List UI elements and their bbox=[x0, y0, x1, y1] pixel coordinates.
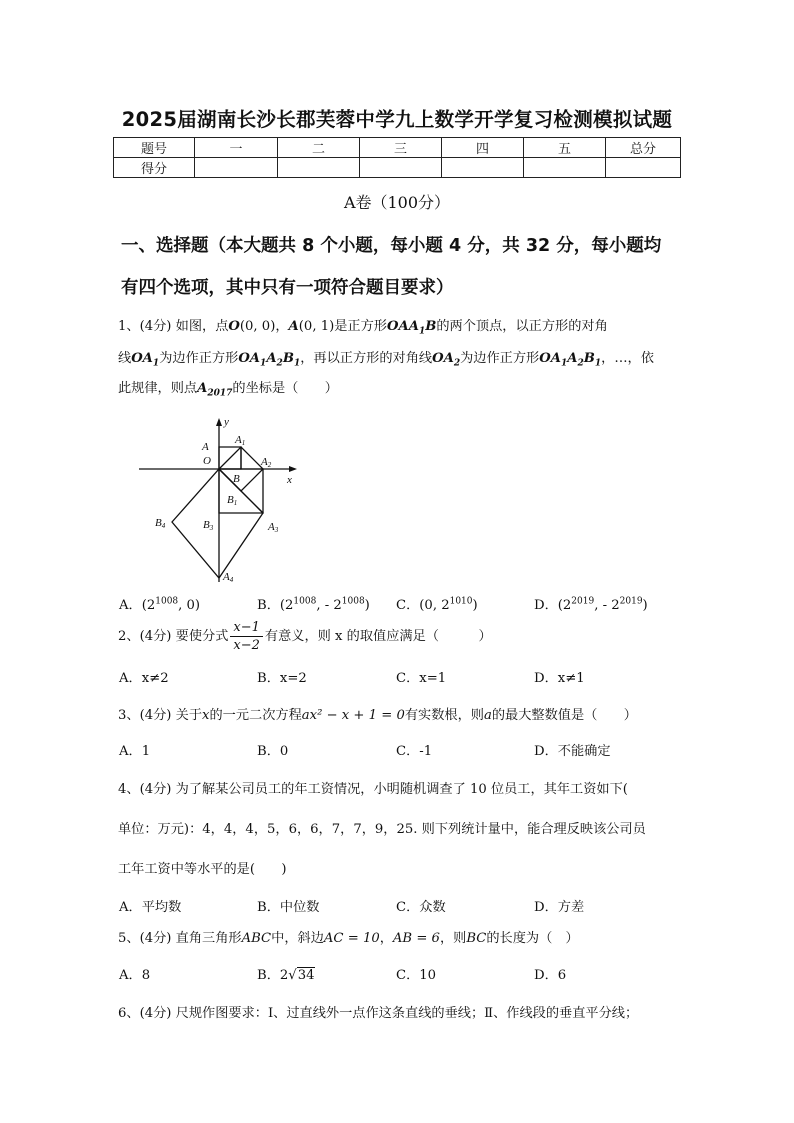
q4-line3: 工年工资中等水平的是( ) bbox=[118, 862, 287, 877]
q1-option-b[interactable]: B．($2^{1008}$, - $2^{1008}$) bbox=[257, 596, 370, 613]
q3-var-x: x bbox=[202, 708, 210, 723]
q3-var-a: a bbox=[484, 708, 492, 723]
q4-text: 为了解某公司员工的年工资情况，小明随机调查了 10 位员工，其年工资如下( bbox=[175, 782, 628, 797]
q1-option-c[interactable]: C．(0, $2^{1010}$) bbox=[396, 596, 478, 613]
q1-text: 是正方形 bbox=[334, 319, 387, 334]
q5-option-d[interactable]: D．6 bbox=[534, 968, 567, 983]
label-b: B bbox=[233, 473, 240, 485]
q5-triangle: ABC bbox=[241, 931, 272, 946]
exam-title: 2025届湖南长沙长郡芙蓉中学九上数学开学复习检测模拟试题 bbox=[121, 108, 673, 131]
label-b1: B1 bbox=[227, 494, 238, 507]
q5-text: 直角三角形 bbox=[175, 931, 242, 946]
label-a: A bbox=[202, 441, 209, 453]
label-a4: A4 bbox=[223, 571, 234, 584]
q2-text: 有意义，则 x 的取值应满足（ ） bbox=[264, 629, 492, 644]
q1-text: ，…，依 bbox=[601, 351, 654, 366]
q2-option-b[interactable]: B．x=2 bbox=[257, 671, 307, 686]
q1-number: 1、(4分) bbox=[118, 319, 176, 334]
q2-option-c[interactable]: C．x=1 bbox=[396, 671, 447, 686]
q1-text: ，再以正方形的对角线 bbox=[300, 351, 433, 366]
q3-option-d[interactable]: D．不能确定 bbox=[534, 744, 611, 759]
label-a2: A2 bbox=[261, 456, 272, 469]
q4-line1 bbox=[118, 778, 628, 797]
score-table bbox=[113, 137, 681, 178]
q5-text: 的长度为（ ） bbox=[486, 931, 579, 946]
q4-option-b[interactable]: B．中位数 bbox=[257, 900, 320, 915]
q3-option-a[interactable]: A．1 bbox=[119, 744, 151, 759]
q2-fraction bbox=[230, 619, 263, 654]
score-cell[interactable] bbox=[606, 158, 681, 178]
q2-text: 要使分式 bbox=[175, 629, 229, 644]
q4-line2: 单位：万元)：4，4，4，5，6，6，7，7，9，25. 则下列统计量中，能合理反映该公司员 bbox=[118, 822, 646, 837]
q2-number: 2、(4分) bbox=[118, 629, 176, 644]
q1-text: 此规律，则点 bbox=[118, 381, 198, 396]
q5-ab: AB = 6 bbox=[392, 931, 440, 946]
q5-text: 中，斜边 bbox=[271, 931, 324, 946]
score-row-label: 得分 bbox=[114, 158, 195, 178]
label-b3: B3 bbox=[203, 519, 214, 532]
q6-text: 尺规作图要求：Ⅰ、过直线外一点作这条直线的垂线；Ⅱ、作线段的垂直平分线； bbox=[175, 1006, 639, 1021]
q3-text: 关于 bbox=[175, 708, 203, 723]
score-header-cell: 总分 bbox=[606, 138, 681, 158]
q3-option-b[interactable]: B．0 bbox=[257, 744, 289, 759]
score-table-score-row bbox=[114, 158, 681, 178]
q1-option-d[interactable]: D．($2^{2019}$, - $2^{2019}$) bbox=[534, 596, 648, 613]
x-axis-arrow bbox=[289, 466, 297, 472]
q6-number: 6、(4分) bbox=[118, 1006, 176, 1021]
score-cell[interactable] bbox=[360, 158, 442, 178]
q3-equation: ax² − x + 1 = 0 bbox=[301, 708, 405, 723]
q1-text: 的两个顶点，以正方形的对角 bbox=[436, 319, 608, 334]
q5-option-b[interactable]: B．2√34 bbox=[257, 968, 315, 983]
score-header-cell: 题号 bbox=[114, 138, 195, 158]
label-o: O bbox=[203, 455, 211, 467]
q1-geometry-figure bbox=[134, 410, 304, 590]
q4-option-c[interactable]: C．众数 bbox=[396, 900, 446, 915]
q5-text: ， bbox=[379, 931, 393, 946]
score-table-header-row bbox=[114, 138, 681, 158]
label-x: x bbox=[287, 474, 292, 486]
score-header-cell: 四 bbox=[442, 138, 524, 158]
q3-option-c[interactable]: C．-1 bbox=[396, 744, 433, 759]
q4-number: 4、(4分) bbox=[118, 782, 176, 797]
q2-fraction-numerator: x−1 bbox=[230, 619, 263, 637]
label-a1: A1 bbox=[235, 434, 246, 447]
score-header-cell: 三 bbox=[360, 138, 442, 158]
label-a3: A3 bbox=[268, 521, 279, 534]
q5-number: 5、(4分) bbox=[118, 931, 176, 946]
q1-line1: 1、(4分) 如图，点O(0, 0)，A(0, 1)是正方形$OAA_1B$的两个顶点，以正方形的对角 bbox=[118, 319, 608, 337]
score-cell[interactable] bbox=[442, 158, 524, 178]
q6-line bbox=[118, 1002, 638, 1021]
y-axis-arrow bbox=[216, 418, 222, 426]
q1-text: 的坐标是（ ） bbox=[232, 381, 338, 396]
label-y: y bbox=[224, 416, 229, 428]
q4-option-d[interactable]: D．方差 bbox=[534, 900, 585, 915]
q2-option-d[interactable]: D．x≠1 bbox=[534, 671, 585, 686]
q5-ac: AC = 10 bbox=[323, 931, 380, 946]
q2-option-a[interactable]: A．x≠2 bbox=[119, 671, 169, 686]
section-heading-line1: 一、选择题（本大题共 8 个小题，每小题 4 分，共 32 分，每小题均 bbox=[121, 236, 662, 256]
label-b4: B4 bbox=[155, 517, 166, 530]
q3-number: 3、(4分) bbox=[118, 708, 176, 723]
score-cell[interactable] bbox=[195, 158, 278, 178]
q3-text: 有实数根，则 bbox=[404, 708, 484, 723]
q5-bc: BC bbox=[466, 931, 487, 946]
q1-line2: 线$OA_1$为边作正方形$OA_1A_2B_1$，再以正方形的对角线$OA_2$为边作正方形$OA_1A_2B_1$，…，依 bbox=[118, 351, 654, 369]
q5-option-b-radicand: 34 bbox=[297, 968, 315, 983]
q5-option-a[interactable]: A．8 bbox=[119, 968, 151, 983]
section-heading-line2: 有四个选项，其中只有一项符合题目要求） bbox=[121, 278, 454, 298]
q1-text: 为边作正方形 bbox=[159, 351, 239, 366]
q1-line3: 此规律，则点$A_{2017}$的坐标是（ ） bbox=[118, 381, 338, 399]
square-oa3a4b3 bbox=[172, 469, 263, 578]
q1-text: 线 bbox=[118, 351, 132, 366]
q5-text: ，则 bbox=[439, 931, 467, 946]
q1-text: 为边作正方形 bbox=[460, 351, 540, 366]
q1-option-a[interactable]: A．($2^{1008}$, 0) bbox=[119, 596, 201, 613]
q5-option-c[interactable]: C．10 bbox=[396, 968, 437, 983]
score-header-cell: 五 bbox=[524, 138, 606, 158]
q1-text: 如图，点 bbox=[175, 319, 229, 334]
q5-line bbox=[118, 927, 579, 946]
score-header-cell: 一 bbox=[195, 138, 278, 158]
score-header-cell: 二 bbox=[278, 138, 360, 158]
q3-text: 的最大整数值是（ ） bbox=[491, 708, 637, 723]
q3-line bbox=[118, 704, 637, 723]
q2-line bbox=[118, 619, 492, 654]
score-cell[interactable] bbox=[278, 158, 360, 178]
q2-fraction-denominator: x−2 bbox=[233, 638, 260, 653]
volume-heading: A卷（100分） bbox=[343, 193, 451, 212]
score-cell[interactable] bbox=[524, 158, 606, 178]
q4-option-a[interactable]: A．平均数 bbox=[119, 900, 182, 915]
q3-text: 的一元二次方程 bbox=[209, 708, 302, 723]
